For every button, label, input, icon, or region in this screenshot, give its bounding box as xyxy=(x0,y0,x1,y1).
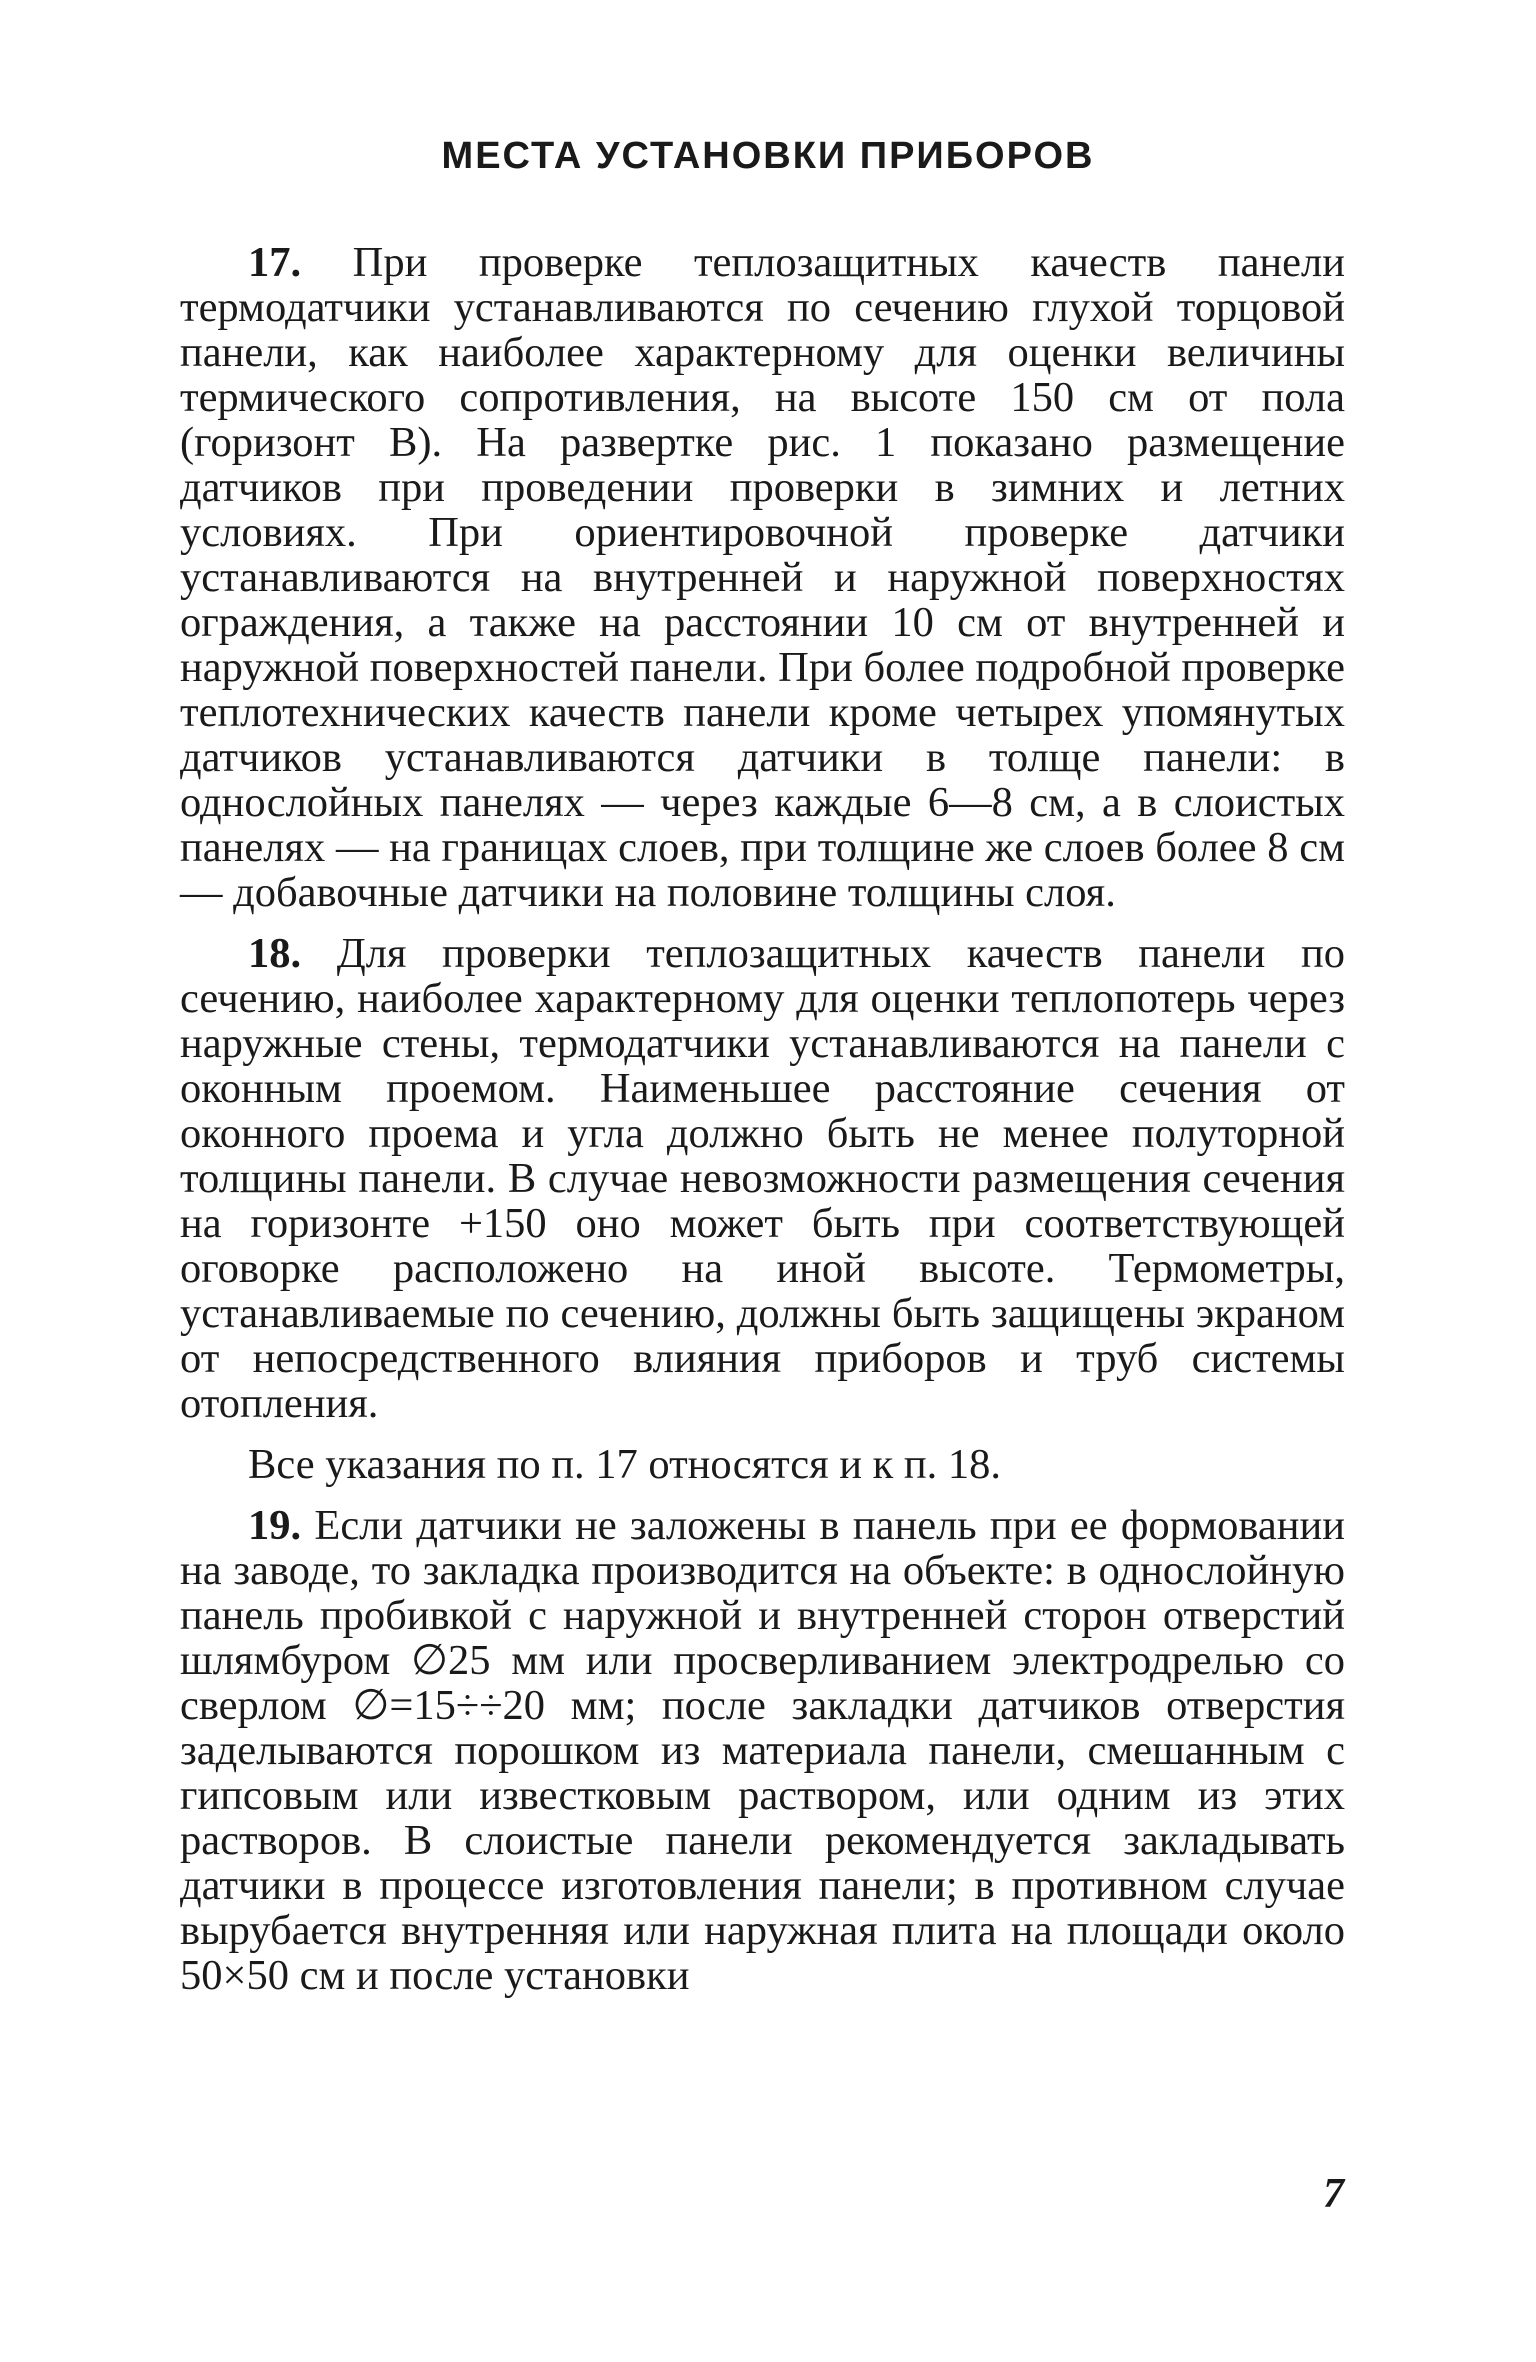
paragraph-note xyxy=(180,1442,1345,1487)
paragraph-number: 19. xyxy=(248,1502,302,1549)
page-number: 7 xyxy=(1323,2171,1344,2217)
paragraph-18 xyxy=(180,931,1345,1426)
paragraph-text: Все указания по п. 17 относятся и к п. 18. xyxy=(248,1441,1002,1488)
paragraph-text: Для проверки теплозащитных качеств панели по сечению, наиболее характерному для оценки теплопотерь через наружные стены, термодатчики устанавливаются на панели с оконным проемом. Наименьшее расстояние сечения от оконного проема и угла должно быть не менее полуторной толщины панели. В случае невозможности размещения сечения на горизонте +150 оно может быть при соответствующей оговорке расположено на иной высоте. Термометры, устанавливаемые по сечению, должны быть защищены экраном от непосредственного влияния приборов и труб системы отопления. xyxy=(180,930,1345,1427)
paragraph-number: 17. xyxy=(248,239,302,286)
section-heading: МЕСТА УСТАНОВКИ ПРИБОРОВ xyxy=(441,135,1095,177)
paragraph-number: 18. xyxy=(248,930,302,977)
paragraph-19 xyxy=(180,1503,1345,1998)
paragraph-text: При проверке теплозащитных качеств панели термодатчики устанавливаются по сечению глухой торцовой панели, как наиболее характерному для оценки величины термического сопротивления, на высоте 150 см от пола (горизонт В). На развертке рис. 1 показано размещение датчиков при проведении проверки в зимних и летних условиях. При ориентировочной проверке датчики устанавливаются на внутренней и наружной поверхностях ограждения, а также на расстоянии 10 см от внутренней и наружной поверхностей панели. При более подробной проверке теплотехнических качеств панели кроме четырех упомянутых датчиков устанавливаются датчики в толще панели: в однослойных панелях — через каждые 6—8 см, а в слоистых панелях — на границах слоев, при толщине же слоев более 8 см — добавочные датчики на половине толщины слоя. xyxy=(180,239,1345,916)
paragraph-text: Если датчики не заложены в панель при ее формовании на заводе, то закладка производится на объекте: в однослойную панель пробивкой с наружной и внутренней сторон отверстий шлямбуром ∅25 мм или просверливанием электродрелью со сверлом ∅=15÷÷20 мм; после закладки датчиков отверстия заделываются порошком из материала панели, смешанным с гипсовым или известковым раствором, или одним из этих растворов. В слоистые панели рекомендуется закладывать датчики в процессе изготовления панели; в противном случае вырубается внутренняя или наружная плита на площади около 50×50 см и после установки xyxy=(180,1502,1345,1999)
body-text xyxy=(180,240,1345,1998)
paragraph-17 xyxy=(180,240,1345,915)
